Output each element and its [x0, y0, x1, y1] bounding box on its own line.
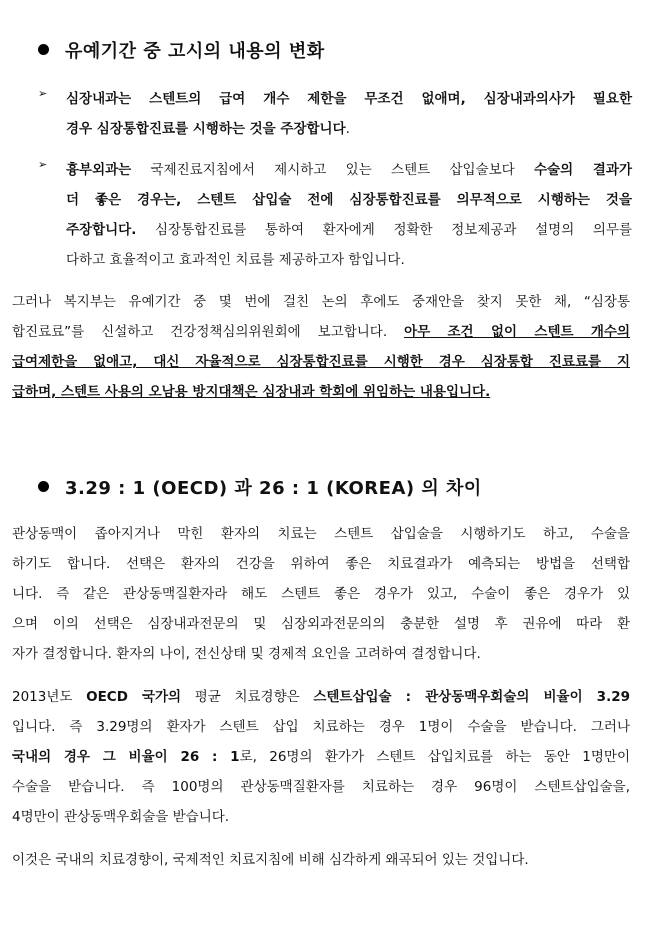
section-heading-ratio — [38, 474, 482, 500]
text-run: 심장통합진료를 통하여 환자에게 정확한 정보제공과 설명의 의무를 — [136, 222, 632, 238]
paragraph-line: 입니다. 즉 3.29명의 환자가 스텐트 삽입 치료하는 경우 1명이 수술을 받습니다. 그러나 — [12, 719, 630, 735]
bold-text: 흉부외과는 — [66, 162, 132, 178]
bold-text: 경우 심장통합진료를 시행하는 것을 주장합니다 — [66, 121, 346, 137]
paragraph-line — [12, 682, 630, 712]
paragraph-line: 니다. 즉 같은 관상동맥질환자라 해도 스텐트 좋은 경우가 있고, 수술이 좋은 경우가 있 — [12, 586, 630, 602]
bullet-line — [66, 215, 632, 245]
bullet-item-cardiology — [38, 84, 632, 144]
paragraph-conclusion — [12, 845, 630, 875]
paragraph-treatment-choice — [12, 519, 630, 669]
paragraph-line: 자가 결정합니다. 환자의 나이, 전신상태 및 경제적 요인을 고려하여 결정합니다. — [12, 646, 481, 662]
paragraph-ministry-decision — [12, 287, 630, 407]
text-run: 로, 26명의 환가가 스텐트 삽입치료를 하는 동안 1명만이 — [239, 749, 630, 765]
section-heading-text: 유예기간 중 고시의 내용의 변화 — [65, 41, 325, 62]
paragraph-line: 수술을 받습니다. 즉 100명의 관상동맥질환자를 치료하는 경우 96명이 스텐트삽입술을, — [12, 779, 630, 795]
underlined-bold-text: 아무 조건 없이 스텐트 개수의 — [404, 324, 631, 340]
bold-text: 스텐트삽입술 : 관상동맥우회술의 비율이 3.29 — [313, 689, 630, 705]
paragraph-line: 급여제한을 없애고, 대신 자율적으로 심장통합진료를 시행한 경우 심장통합 진료료를 지 — [12, 354, 630, 370]
bullet-line — [66, 114, 632, 144]
underlined-bold-text: 급하며, 스텐트 사용의 오남용 방지대책은 심장내과 학회에 위임하는 내용입니다. — [12, 384, 491, 400]
text-run: 합진료료”를 신설하고 건강정책심의위원회에 보고합니다. — [12, 324, 405, 340]
paragraph-line: 이것은 국내의 치료경향이, 국제적인 치료지침에 비해 심각하게 왜곡되어 있는 것입니다. — [12, 852, 529, 868]
bullet-item-thoracic-surgery — [38, 155, 632, 275]
bullet-line: 심장내과는 스텐트의 급여 개수 제한을 무조건 없애며, 심장내과의사가 필요한 — [66, 91, 632, 107]
text-run: 국제진료지침에서 제시하고 있는 스텐트 삽입술보다 — [131, 162, 535, 178]
text-run: 평균 치료경향은 — [181, 689, 314, 705]
paragraph-line: 으며 이의 선택은 심장내과전문의 및 심장외과전문의의 충분한 설명 후 권유에 따라 환 — [12, 616, 630, 632]
arrow-bullet-icon: ➢ — [38, 158, 48, 171]
bullet-dot-icon — [38, 44, 49, 55]
bold-text: 수술의 결과가 — [534, 162, 632, 178]
bold-text: 주장합니다. — [66, 222, 137, 238]
paragraph-line: 관상동맥이 좁아지거나 막힌 환자의 치료는 스텐트 삽입술을 시행하기도 하고, 수술을 — [12, 526, 630, 542]
text-run: 2013년도 — [12, 689, 87, 705]
paragraph-line — [12, 377, 630, 407]
bullet-dot-icon — [38, 481, 49, 492]
paragraph-line — [12, 742, 630, 772]
arrow-bullet-icon: ➢ — [38, 87, 48, 100]
paragraph-line: 4명만이 관상동맥우회술을 받습니다. — [12, 809, 230, 825]
text-run: . — [345, 121, 350, 137]
bullet-line: 더 좋은 경우는, 스텐트 삽입술 전에 심장통합진료를 의무적으로 시행하는 것을 — [66, 192, 632, 208]
paragraph-line: 하기도 합니다. 선택은 환자의 건강을 위하여 좋은 치료결과가 예측되는 방법을 선택합 — [12, 556, 630, 572]
paragraph-oecd-comparison — [12, 682, 630, 832]
paragraph-line — [12, 317, 630, 347]
section-heading-grace-period — [38, 37, 325, 63]
section-heading-text: 3.29 : 1 (OECD) 과 26 : 1 (KOREA) 의 차이 — [65, 478, 482, 499]
bullet-line: 다하고 효율적이고 효과적인 치료를 제공하고자 함입니다. — [66, 252, 405, 268]
paragraph-line: 그러나 복지부는 유예기간 중 몇 번에 걸친 논의 후에도 중재안을 찾지 못한 채, “심장통 — [12, 294, 630, 310]
bullet-line — [66, 155, 632, 185]
bold-text: OECD 국가의 — [86, 689, 182, 705]
bold-text: 국내의 경우 그 비율이 26 : 1 — [12, 749, 240, 765]
